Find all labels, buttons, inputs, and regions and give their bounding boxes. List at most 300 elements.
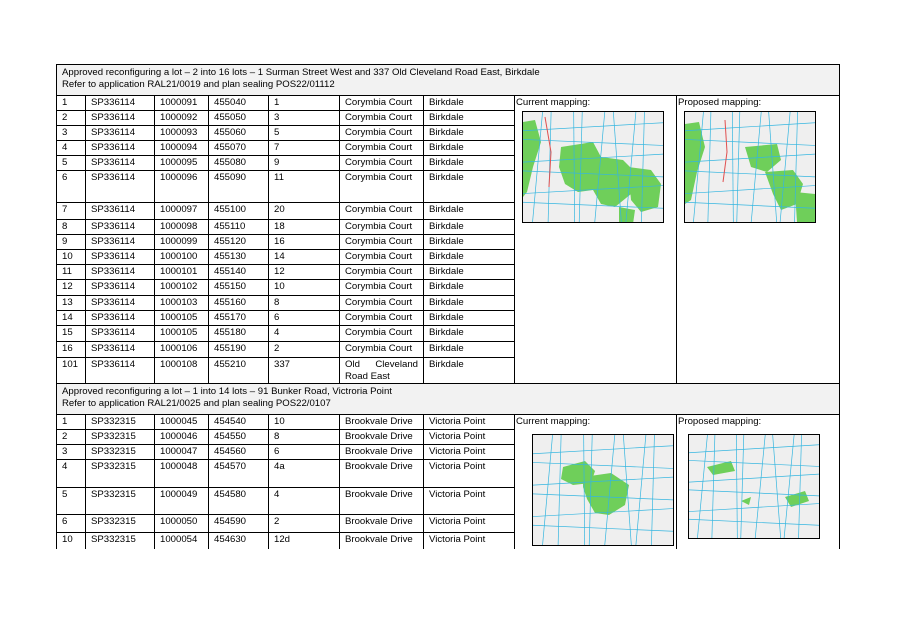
house-number-cell	[269, 296, 340, 311]
lots-table	[56, 64, 840, 549]
parcel-number: 455100	[214, 204, 247, 215]
street-name: Corymbia Court	[345, 127, 413, 138]
lot-number-cell	[57, 430, 86, 445]
parcel-number-cell	[209, 111, 269, 126]
street-name-cell	[340, 235, 424, 250]
section-header	[57, 65, 840, 96]
house-number: 20	[274, 204, 285, 215]
property-number: 1000102	[160, 281, 198, 292]
suburb-cell	[424, 265, 515, 280]
house-number-cell	[269, 460, 340, 488]
suburb: Victoria Point	[429, 534, 486, 545]
lot-number-cell	[57, 342, 86, 358]
plan-number: SP332315	[91, 516, 136, 527]
lot-number-cell	[57, 296, 86, 311]
house-number-cell	[269, 156, 340, 171]
street-name-cell	[340, 415, 424, 430]
street-name: Corymbia Court	[345, 236, 413, 247]
parcel-number: 455120	[214, 236, 247, 247]
street-name-cell	[340, 515, 424, 533]
parcel-number-cell	[209, 96, 269, 111]
property-number-cell	[155, 488, 209, 515]
plan-number: SP336114	[91, 359, 136, 370]
street-name-cell	[340, 280, 424, 296]
parcel-number-cell	[209, 311, 269, 326]
cadastre-map-graphic	[533, 435, 673, 545]
suburb: Birkdale	[429, 112, 464, 123]
parcel-number-cell	[209, 515, 269, 533]
house-number: 4a	[274, 461, 285, 472]
property-number-cell	[155, 265, 209, 280]
property-number: 1000108	[160, 359, 198, 370]
lot-number-cell	[57, 460, 86, 488]
house-number: 5	[274, 127, 280, 138]
street-name-cell	[340, 111, 424, 126]
street-name-cell	[340, 296, 424, 311]
suburb-cell	[424, 250, 515, 265]
parcel-number-cell	[209, 235, 269, 250]
suburb: Victoria Point	[429, 516, 486, 527]
street-name-cell	[340, 265, 424, 280]
lot-number-cell	[57, 488, 86, 515]
property-number: 1000103	[160, 297, 198, 308]
plan-number-cell	[86, 460, 155, 488]
lot-number-cell	[57, 96, 86, 111]
street-name: Corymbia Court	[345, 327, 413, 338]
house-number-cell	[269, 358, 340, 384]
suburb-cell	[424, 415, 515, 430]
property-number: 1000046	[160, 431, 198, 442]
plan-number-cell	[86, 311, 155, 326]
street-name-cell	[340, 250, 424, 265]
lot-number: 6	[62, 516, 68, 527]
proposed-mapping-cell	[677, 96, 840, 384]
lot-number-cell	[57, 156, 86, 171]
section-header-row	[57, 384, 840, 415]
plan-number-cell	[86, 111, 155, 126]
lot-number-cell	[57, 326, 86, 342]
parcel-number-cell	[209, 358, 269, 384]
property-number: 1000097	[160, 204, 198, 215]
property-number-cell	[155, 430, 209, 445]
proposed-mapping-label: Proposed mapping:	[678, 97, 762, 108]
property-number-cell	[155, 96, 209, 111]
property-number: 1000098	[160, 221, 198, 232]
parcel-number: 455040	[214, 97, 247, 108]
house-number: 9	[274, 157, 280, 168]
plan-number: SP332315	[91, 534, 136, 545]
lot-number-cell	[57, 141, 86, 156]
parcel-number-cell	[209, 220, 269, 235]
street-name: Brookvale Drive	[345, 489, 413, 500]
lot-number: 1	[62, 416, 68, 427]
suburb-cell	[424, 326, 515, 342]
property-number-cell	[155, 533, 209, 549]
parcel-number-cell	[209, 141, 269, 156]
property-number-cell	[155, 415, 209, 430]
suburb: Birkdale	[429, 266, 464, 277]
lot-number: 7	[62, 204, 68, 215]
parcel-number: 454630	[214, 534, 247, 545]
table-row	[57, 415, 840, 430]
parcel-number: 454560	[214, 446, 247, 457]
property-number-cell	[155, 141, 209, 156]
property-number-cell	[155, 126, 209, 141]
current-mapping-label: Current mapping:	[516, 97, 591, 108]
house-number-cell	[269, 415, 340, 430]
section-title: Approved reconfiguring a lot – 1 into 14 lots – 91 Bunker Road, Victroria Point	[62, 386, 392, 397]
plan-number: SP336114	[91, 266, 136, 277]
lot-number-cell	[57, 111, 86, 126]
house-number-cell	[269, 326, 340, 342]
parcel-number: 455090	[214, 172, 247, 183]
house-number: 1	[274, 97, 280, 108]
lot-number: 4	[62, 142, 68, 153]
suburb: Birkdale	[429, 312, 464, 323]
plan-number-cell	[86, 445, 155, 460]
lot-number-cell	[57, 203, 86, 220]
property-number: 1000045	[160, 416, 198, 427]
section-header-row	[57, 65, 840, 96]
plan-number: SP332315	[91, 416, 136, 427]
house-number-cell	[269, 488, 340, 515]
house-number: 12	[274, 266, 285, 277]
parcel-number: 455180	[214, 327, 247, 338]
parcel-number-cell	[209, 326, 269, 342]
plan-number-cell	[86, 265, 155, 280]
house-number: 18	[274, 221, 285, 232]
plan-number: SP336114	[91, 112, 136, 123]
street-name-cell	[340, 430, 424, 445]
street-name-cell	[340, 311, 424, 326]
lot-number: 12	[62, 281, 73, 292]
lot-number-cell	[57, 265, 86, 280]
property-number-cell	[155, 460, 209, 488]
parcel-number-cell	[209, 342, 269, 358]
cadastre-map-graphic	[689, 435, 819, 538]
street-name-cell	[340, 171, 424, 203]
parcel-number: 454540	[214, 416, 247, 427]
current-mapping-cell	[515, 96, 677, 384]
plan-number: SP336114	[91, 236, 136, 247]
parcel-number: 455190	[214, 343, 247, 354]
property-number-cell	[155, 111, 209, 126]
street-name-cell	[340, 358, 424, 384]
plan-number: SP336114	[91, 312, 136, 323]
suburb: Victoria Point	[429, 431, 486, 442]
street-name: Corymbia Court	[345, 221, 413, 232]
parcel-number-cell	[209, 126, 269, 141]
suburb-cell	[424, 235, 515, 250]
street-name: Brookvale Drive	[345, 461, 413, 472]
plan-number-cell	[86, 126, 155, 141]
plan-number: SP332315	[91, 489, 136, 500]
property-number: 1000054	[160, 534, 198, 545]
property-number: 1000101	[160, 266, 198, 277]
current-mapping-cell	[515, 415, 677, 549]
street-name: Brookvale Drive	[345, 534, 413, 545]
suburb: Birkdale	[429, 327, 464, 338]
house-number: 8	[274, 431, 280, 442]
parcel-number-cell	[209, 296, 269, 311]
plan-number: SP332315	[91, 461, 136, 472]
street-name-cell	[340, 141, 424, 156]
plan-number-cell	[86, 156, 155, 171]
house-number: 16	[274, 236, 285, 247]
property-number-cell	[155, 311, 209, 326]
parcel-number-cell	[209, 488, 269, 515]
plan-number: SP336114	[91, 327, 136, 338]
street-name: Corymbia Court	[345, 97, 413, 108]
street-name: Corymbia Court	[345, 297, 413, 308]
suburb-cell	[424, 203, 515, 220]
lot-number-cell	[57, 235, 86, 250]
plan-number-cell	[86, 488, 155, 515]
plan-number: SP336114	[91, 127, 136, 138]
table-row	[57, 96, 840, 111]
house-number-cell	[269, 445, 340, 460]
street-name: Brookvale Drive	[345, 416, 413, 427]
plan-number: SP336114	[91, 251, 136, 262]
house-number: 10	[274, 281, 285, 292]
current-mapping-map	[532, 434, 674, 546]
street-name: Corymbia Court	[345, 157, 413, 168]
suburb: Birkdale	[429, 172, 464, 183]
lot-number-cell	[57, 533, 86, 549]
street-name: Old Cleveland Road East	[345, 359, 418, 382]
parcel-number-cell	[209, 203, 269, 220]
lot-number-cell	[57, 445, 86, 460]
plan-number-cell	[86, 342, 155, 358]
lot-number: 11	[62, 266, 72, 277]
current-mapping-map	[522, 111, 664, 223]
property-number-cell	[155, 250, 209, 265]
suburb-cell	[424, 488, 515, 515]
cadastre-map-graphic	[523, 112, 663, 222]
street-name-cell	[340, 326, 424, 342]
lot-number: 6	[62, 172, 68, 183]
street-name-cell	[340, 203, 424, 220]
parcel-number-cell	[209, 280, 269, 296]
street-name: Corymbia Court	[345, 312, 413, 323]
suburb: Birkdale	[429, 157, 464, 168]
house-number: 3	[274, 112, 280, 123]
suburb-cell	[424, 156, 515, 171]
plan-number-cell	[86, 430, 155, 445]
street-name: Brookvale Drive	[345, 446, 413, 457]
lot-number-cell	[57, 126, 86, 141]
lot-number: 3	[62, 446, 68, 457]
suburb: Victoria Point	[429, 446, 486, 457]
plan-number: SP336114	[91, 172, 136, 183]
plan-number: SP332315	[91, 431, 136, 442]
property-number: 1000091	[160, 97, 198, 108]
property-number-cell	[155, 296, 209, 311]
lot-number: 1	[62, 97, 68, 108]
suburb-cell	[424, 430, 515, 445]
suburb: Birkdale	[429, 297, 464, 308]
property-number-cell	[155, 220, 209, 235]
lot-number: 10	[62, 534, 73, 545]
property-number: 1000049	[160, 489, 198, 500]
plan-number-cell	[86, 533, 155, 549]
plan-number: SP336114	[91, 297, 136, 308]
property-number-cell	[155, 171, 209, 203]
lot-number-cell	[57, 171, 86, 203]
parcel-number: 455150	[214, 281, 247, 292]
street-name-cell	[340, 488, 424, 515]
parcel-number: 455160	[214, 297, 247, 308]
plan-number-cell	[86, 296, 155, 311]
property-number-cell	[155, 235, 209, 250]
parcel-number: 455130	[214, 251, 247, 262]
parcel-number: 455210	[214, 359, 247, 370]
house-number-cell	[269, 171, 340, 203]
house-number-cell	[269, 311, 340, 326]
plan-number-cell	[86, 515, 155, 533]
suburb-cell	[424, 111, 515, 126]
plan-number-cell	[86, 220, 155, 235]
plan-number-cell	[86, 141, 155, 156]
section-reference: Refer to application RAL21/0019 and plan sealing POS22/01112	[62, 78, 335, 90]
lot-number-cell	[57, 311, 86, 326]
lot-number: 101	[62, 359, 79, 370]
plan-number-cell	[86, 235, 155, 250]
property-number: 1000050	[160, 516, 198, 527]
suburb: Birkdale	[429, 359, 464, 370]
parcel-number-cell	[209, 171, 269, 203]
suburb-cell	[424, 171, 515, 203]
property-number-cell	[155, 358, 209, 384]
lot-number: 8	[62, 221, 68, 232]
lot-number: 15	[62, 327, 73, 338]
parcel-number: 455050	[214, 112, 247, 123]
lot-number: 4	[62, 461, 68, 472]
parcel-number-cell	[209, 460, 269, 488]
suburb-cell	[424, 311, 515, 326]
parcel-number: 455070	[214, 142, 247, 153]
parcel-number: 455060	[214, 127, 247, 138]
section-title: Approved reconfiguring a lot – 2 into 16 lots – 1 Surman Street West and 337 Old Cleveland Road East, Birkdale	[62, 67, 540, 78]
house-number-cell	[269, 111, 340, 126]
house-number: 10	[274, 416, 285, 427]
street-name-cell	[340, 533, 424, 549]
suburb-cell	[424, 280, 515, 296]
property-number: 1000096	[160, 172, 198, 183]
parcel-number-cell	[209, 415, 269, 430]
suburb-cell	[424, 515, 515, 533]
house-number-cell	[269, 250, 340, 265]
vegetation-area	[795, 192, 815, 222]
house-number-cell	[269, 265, 340, 280]
property-number-cell	[155, 515, 209, 533]
proposed-mapping-map	[688, 434, 820, 539]
suburb-cell	[424, 445, 515, 460]
lot-reconfiguration-document	[56, 64, 839, 549]
street-name: Corymbia Court	[345, 281, 413, 292]
suburb: Birkdale	[429, 221, 464, 232]
suburb: Victoria Point	[429, 489, 486, 500]
property-number-cell	[155, 342, 209, 358]
house-number: 12d	[274, 534, 291, 545]
property-number: 1000095	[160, 157, 198, 168]
plan-number-cell	[86, 250, 155, 265]
house-number: 4	[274, 327, 280, 338]
cadastre-map-graphic	[685, 112, 815, 222]
property-number: 1000100	[160, 251, 198, 262]
proposed-mapping-label: Proposed mapping:	[678, 416, 762, 427]
suburb-cell	[424, 141, 515, 156]
house-number: 6	[274, 446, 280, 457]
plan-number: SP336114	[91, 281, 136, 292]
house-number: 14	[274, 251, 285, 262]
property-number: 1000105	[160, 312, 198, 323]
parcel-number: 455170	[214, 312, 247, 323]
suburb-cell	[424, 126, 515, 141]
parcel-number-cell	[209, 265, 269, 280]
suburb-cell	[424, 460, 515, 488]
lot-number: 14	[62, 312, 73, 323]
house-number: 6	[274, 312, 280, 323]
plan-number: SP336114	[91, 221, 136, 232]
property-number-cell	[155, 445, 209, 460]
house-number-cell	[269, 220, 340, 235]
proposed-mapping-cell	[677, 415, 840, 549]
parcel-number: 455080	[214, 157, 247, 168]
suburb: Birkdale	[429, 251, 464, 262]
suburb-cell	[424, 296, 515, 311]
suburb-cell	[424, 342, 515, 358]
street-name: Brookvale Drive	[345, 516, 413, 527]
property-number: 1000092	[160, 112, 198, 123]
plan-number: SP336114	[91, 204, 136, 215]
lot-number: 9	[62, 236, 68, 247]
street-name-cell	[340, 460, 424, 488]
street-name: Corymbia Court	[345, 142, 413, 153]
parcel-number-cell	[209, 533, 269, 549]
lot-number-cell	[57, 415, 86, 430]
suburb-cell	[424, 96, 515, 111]
property-number: 1000048	[160, 461, 198, 472]
lot-number: 3	[62, 127, 68, 138]
suburb-cell	[424, 220, 515, 235]
lot-number-cell	[57, 280, 86, 296]
property-number-cell	[155, 326, 209, 342]
suburb: Birkdale	[429, 142, 464, 153]
house-number: 2	[274, 516, 280, 527]
street-name-cell	[340, 342, 424, 358]
suburb: Victoria Point	[429, 461, 486, 472]
street-name: Corymbia Court	[345, 204, 413, 215]
house-number: 337	[274, 359, 291, 370]
section-reference: Refer to application RAL21/0025 and plan sealing POS22/0107	[62, 397, 331, 409]
lot-number-cell	[57, 250, 86, 265]
suburb-cell	[424, 358, 515, 384]
house-number-cell	[269, 141, 340, 156]
street-name: Corymbia Court	[345, 251, 413, 262]
plan-number-cell	[86, 96, 155, 111]
street-name: Corymbia Court	[345, 172, 413, 183]
parcel-number-cell	[209, 430, 269, 445]
house-number-cell	[269, 342, 340, 358]
plan-number: SP336114	[91, 157, 136, 168]
house-number: 2	[274, 343, 280, 354]
house-number-cell	[269, 235, 340, 250]
street-name: Corymbia Court	[345, 112, 413, 123]
lot-number: 5	[62, 157, 68, 168]
street-name-cell	[340, 156, 424, 171]
lot-number-cell	[57, 358, 86, 384]
